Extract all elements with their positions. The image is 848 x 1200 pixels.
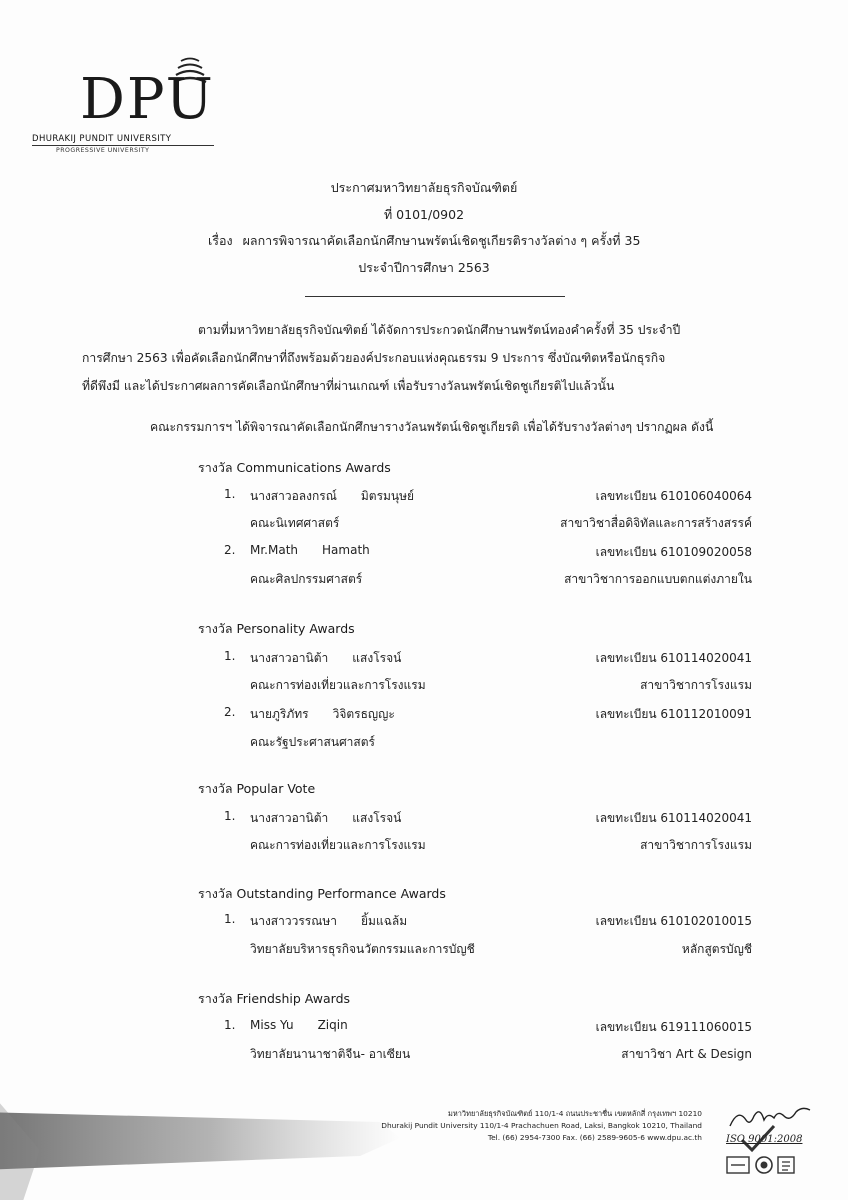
award-title-communications: รางวัล Communications Awards [198,460,391,475]
footer-address [381,1108,702,1144]
winner-student-id: เลขทะเบียน 610112010091 [595,707,752,721]
winner-number: 1. [224,809,236,823]
winner-name [250,487,414,506]
winner-faculty: คณะนิเทศศาสตร์ [250,516,340,530]
winner-student-id: เลขทะเบียน 610114020041 [595,811,752,825]
award-title-personality: รางวัล Personality Awards [198,621,355,636]
winner-last-name: Ziqin [317,1018,348,1032]
winner-faculty: คณะการท่องเที่ยวและการโรงแรม [250,678,426,692]
announcement-number: ที่ 0101/0902 [383,207,465,222]
winner-number: 2. [224,543,236,557]
footer-address-english: Dhurakij Pundit University 110/1-4 Prachachuen Road, Laksi, Bangkok 10210, Thailand [381,1121,702,1130]
announcement-title: ประกาศมหาวิทยาลัยธุรกิจบัณฑิตย์ [330,180,518,195]
logo-letters: DPU [80,67,215,132]
winner-name [250,649,401,668]
winner-major: สาขาวิชาสื่อดิจิทัลและการสร้างสรรค์ [560,516,752,530]
committee-statement: คณะกรรมการฯ ได้พิจารณาคัดเลือกนักศึกษารางวัลนพรัตน์เชิดชูเกียรติ เพื่อได้รับรางวัลต่างๆ ปรากฏผล ดังนี้ [150,420,714,434]
winner-name [250,705,395,724]
body-paragraph-line: ที่ดีพึงมี และได้ประกาศผลการคัดเลือกนักศึกษาที่ผ่านเกณฑ์ เพื่อรับรางวัลนพรัตน์เชิดชูเกียรติไปแล้วนั้น [82,379,615,393]
winner-first-name: Mr.Math [250,543,299,557]
winner-major: สาขาวิชาการโรงแรม [640,838,752,852]
subject-text: ผลการพิจารณาคัดเลือกนักศึกษานพรัตน์เชิดชูเกียรติรางวัลต่าง ๆ ครั้งที่ 35 [242,233,641,248]
award-title-outstanding-performance: รางวัล Outstanding Performance Awards [198,886,446,901]
winner-name [250,912,407,931]
winner-number: 2. [224,705,236,719]
winner-name [250,809,401,828]
subject-label: เรื่อง [208,233,233,248]
winner-faculty: คณะรัฐประศาสนศาสตร์ [250,735,375,749]
winner-faculty: คณะการท่องเที่ยวและการโรงแรม [250,838,426,852]
winner-first-name: นางสาวอานิต้า [250,651,329,665]
certification-badges-icon [726,1154,796,1176]
award-title-friendship: รางวัล Friendship Awards [198,991,351,1006]
winner-student-id: เลขทะเบียน 619111060015 [595,1020,752,1034]
iso-label: ISO 9001:2008 [726,1134,803,1145]
footer-address-thai: มหาวิทยาลัยธุรกิจบัณฑิตย์ 110/1-4 ถนนประชาชื่น เขตหลักสี่ กรุงเทพฯ 10210 [448,1109,702,1118]
winner-faculty: วิทยาลัยนานาชาติจีน- อาเซียน [250,1047,411,1061]
winner-last-name: มิตรมนุษย์ [360,489,415,503]
winner-major: สาขาวิชา Art & Design [621,1047,752,1061]
winner-major: สาขาวิชาการออกแบบตกแต่งภายใน [564,572,752,586]
winner-number: 1. [224,487,236,501]
footer-contact: Tel. (66) 2954-7300 Fax. (66) 2589-9605-6 www.dpu.ac.th [487,1133,702,1142]
winner-first-name: Miss Yu [250,1018,294,1032]
winner-name [250,1018,348,1032]
winner-student-id: เลขทะเบียน 610106040064 [595,489,752,503]
winner-student-id: เลขทะเบียน 610109020058 [595,545,752,559]
winner-last-name: แสงโรจน์ [352,811,402,825]
winner-faculty: คณะศิลปกรรมศาสตร์ [250,572,363,586]
logo-divider [32,145,214,146]
winner-number: 1. [224,1018,236,1032]
iso-certification-mark [724,1102,814,1182]
winner-last-name: Hamath [322,543,370,557]
winner-first-name: นางสาววรรณษา [250,914,338,928]
winner-student-id: เลขทะเบียน 610102010015 [595,914,752,928]
winner-last-name: ยิ้มแฉล้ม [361,914,408,928]
winner-first-name: นายภูริภัทร [250,707,309,721]
academic-year: ประจำปีการศึกษา 2563 [358,260,490,275]
winner-faculty: วิทยาลัยบริหารธุรกิจนวัตกรรมและการบัญชี [250,942,475,956]
award-title-popular-vote: รางวัล Popular Vote [198,781,316,796]
winner-number: 1. [224,912,236,926]
winner-major: หลักสูตรบัญชี [681,942,752,956]
announcement-subject [208,231,640,251]
winner-number: 1. [224,649,236,663]
winner-first-name: นางสาวอานิต้า [250,811,329,825]
decorative-brush-stroke [0,1050,420,1200]
winner-student-id: เลขทะเบียน 610114020041 [595,651,752,665]
university-name: DHURAKIJ PUNDIT UNIVERSITY [32,134,172,144]
body-paragraph-line: การศึกษา 2563 เพื่อคัดเลือกนักศึกษาที่ถึงพร้อมด้วยองค์ประกอบแห่งคุณธรรม 9 ประการ ซึ่งบัณฑิตหรือนักธุรกิจ [82,351,666,365]
body-paragraph-line: ตามที่มหาวิทยาลัยธุรกิจบัณฑิตย์ ได้จัดการประกวดนักศึกษานพรัตน์ทองคำครั้งที่ 35 ประจำปี [198,323,681,337]
winner-name [250,543,370,557]
winner-first-name: นางสาวอลงกรณ์ [250,489,337,503]
winner-major: สาขาวิชาการโรงแรม [640,678,752,692]
winner-last-name: แสงโรจน์ [352,651,402,665]
winner-last-name: วิจิตรธญญะ [332,707,395,721]
university-tagline: PROGRESSIVE UNIVERSITY [56,147,150,154]
header-divider [305,296,565,297]
dpu-logo [28,48,228,153]
